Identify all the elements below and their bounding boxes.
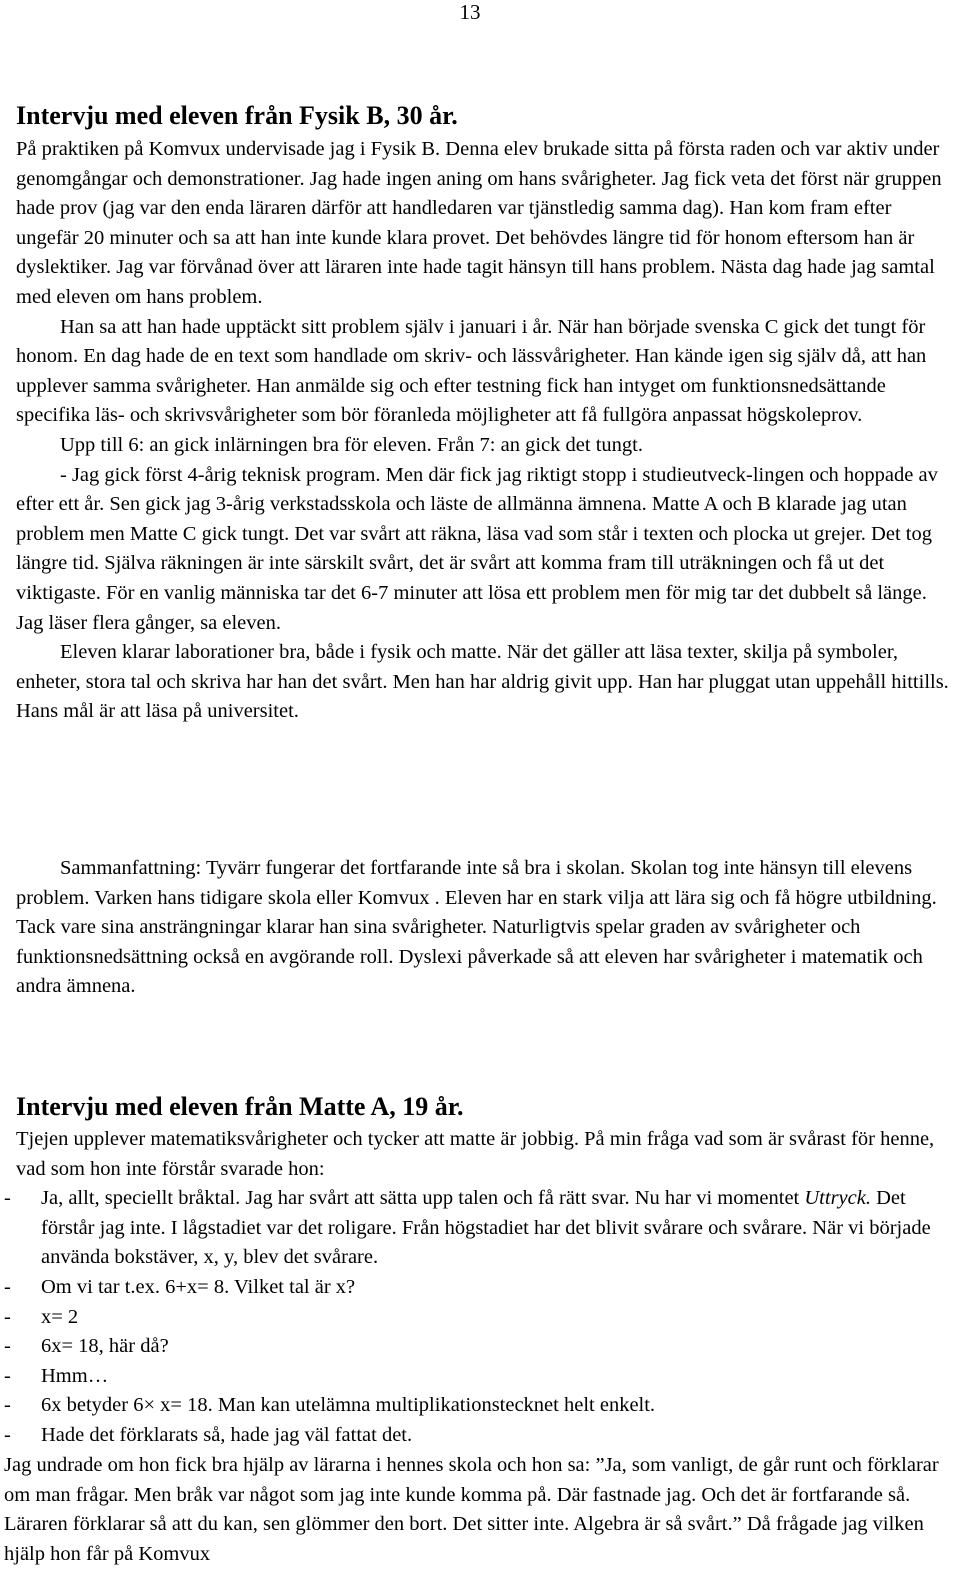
- dialogue-item: - Hade det förklarats så, hade jag väl fattat det.: [16, 1421, 956, 1451]
- dialogue-item: - Om vi tar t.ex. 6+x= 8. Vilket tal är x?: [16, 1273, 956, 1303]
- dialogue-item: - x= 2: [16, 1303, 956, 1333]
- dash-marker: -: [4, 1187, 11, 1210]
- paragraph-lab-skills: Eleven klarar laborationer bra, både i fysik och matte. När det gäller att läsa texter, skilja på symboler, enheter, stora tal och skriva har han det svårt. Men han har aldrig givit upp. Han har pluggat utan uppehåll hittills. Hans mål är att läsa på universitet.: [16, 641, 949, 723]
- dialogue-item: - 6x betyder 6× x= 18. Man kan utelämna multiplikationstecknet helt enkelt.: [16, 1391, 956, 1421]
- dash-marker: -: [4, 1275, 11, 1298]
- paragraph-closing: Jag undrade om hon fick bra hjälp av lärarna i hennes skola och hon sa: ”Ja, som vanligt, de går runt och förklarar om man frågar. Men bråk var något som jag inte kunde komma på. Där fastnade jag. Och det är fortfarande så. Läraren förklarar så att du kan, sen glömmer den bort. Det sitter inte. Algebra är så svårt.” Då frågade jag vilken hjälp hon får på Komvux: [4, 1454, 939, 1565]
- dialogue-list: [4, 1184, 956, 1450]
- section-heading: Intervju med eleven från Fysik B, 30 år.: [16, 101, 458, 130]
- dialogue-item: - Ja, allt, speciellt bråktal. Jag har svårt att sätta upp talen och få rätt svar. Nu har vi momentet Uttryck. Det förstår jag inte. I lågstadiet var det roligare. Från högstadiet har det blivit svårare och svårare. När vi började använda bokstäver, x, y, blev det svårare.: [16, 1184, 956, 1273]
- dash-marker: -: [4, 1335, 11, 1358]
- section-matte-a-interview: [4, 1092, 956, 1451]
- paragraph-intro: Tjejen upplever matematiksvårigheter och tycker att matte är jobbig. På min fråga vad som är svårast för henne, vad som hon inte förstår svarade hon:: [16, 1128, 935, 1180]
- dialogue-item: - 6x= 18, här då?: [16, 1332, 956, 1362]
- section-summary: [16, 854, 956, 1002]
- page-number: 13: [459, 0, 481, 24]
- paragraph-discovery: Han sa att han hade upptäckt sitt problem själv i januari i år. När han började svenska C gick det tungt för honom. En dag hade de en text som handlade om skriv- och lässvårigheter. Han kände igen sig själv då, att han upplever samma svårigheter. Han anmälde sig och efter testning fick han intyget om funktionsnedsättande specifika läs- och skrivsvårigheter som bör föranleda möjligheter att få fullgöra anpassat högskoleprov.: [16, 315, 927, 427]
- section-fysik-b-interview: [16, 101, 956, 727]
- section-heading: Intervju med eleven från Matte A, 19 år.: [16, 1092, 464, 1121]
- emphasis-term: Uttryck.: [804, 1187, 871, 1210]
- paragraph-school-grades: Upp till 6: an gick inlärningen bra för eleven. Från 7: an gick det tungt.: [60, 433, 643, 456]
- paragraph-intro: På praktiken på Komvux undervisade jag i Fysik B. Denna elev brukade sitta på första raden och var aktiv under genomgångar och demonstrationer. Jag hade ingen aning om hans svårigheter. Jag fick veta det först när gruppen hade prov (jag var den enda läraren därför att handledaren var tjänstledig samma dag). Han kom fram efter ungefär 20 minuter och sa att han inte kunde klara provet. Det behövdes längre tid för honom eftersom han är dyslektiker. Jag var förvånad över att läraren inte hade tagit hänsyn till hans problem. Nästa dag hade jag samtal med eleven om hans problem.: [16, 138, 942, 308]
- dash-marker: -: [4, 1364, 11, 1387]
- dialogue-item: - Hmm…: [16, 1362, 956, 1392]
- closing-paragraph-block: [4, 1451, 956, 1569]
- paragraph-student-quote: - Jag gick först 4-årig teknisk program. Men där fick jag riktigt stopp i studieutveck-lingen och hoppade av efter ett år. Sen gick jag 3-årig verkstadsskola och läste de allmänna ämnena. Matte A och B klarade jag utan problem men Matte C gick tungt. Det var svårt att räkna, läsa vad som står i texten och plocka ut grejer. Det tog längre tid. Själva räkningen är inte särskilt svårt, det är svårt att komma fram till uträkningen och få ut det viktigaste. För en vanlig människa tar det 6-7 minuter att lösa ett problem men för mig tar det dubbelt så länge. Jag läser flera gånger, sa eleven.: [16, 463, 938, 634]
- paragraph-summary: Sammanfattning: Tyvärr fungerar det fortfarande inte så bra i skolan. Skolan tog inte hänsyn till elevens problem. Varken hans tidigare skola eller Komvux . Eleven har en stark vilja att lära sig och få högre utbildning. Tack vare sina ansträngningar klarar han sina svårigheter. Naturligtvis spelar graden av svårigheter och funktionsnedsättning också en avgörande roll. Dyslexi påverkade så att eleven har svårigheter i matematik och andra ämnena.: [16, 857, 937, 998]
- dash-marker: -: [4, 1394, 11, 1417]
- dash-marker: -: [4, 1305, 11, 1328]
- dash-marker: -: [4, 1423, 11, 1446]
